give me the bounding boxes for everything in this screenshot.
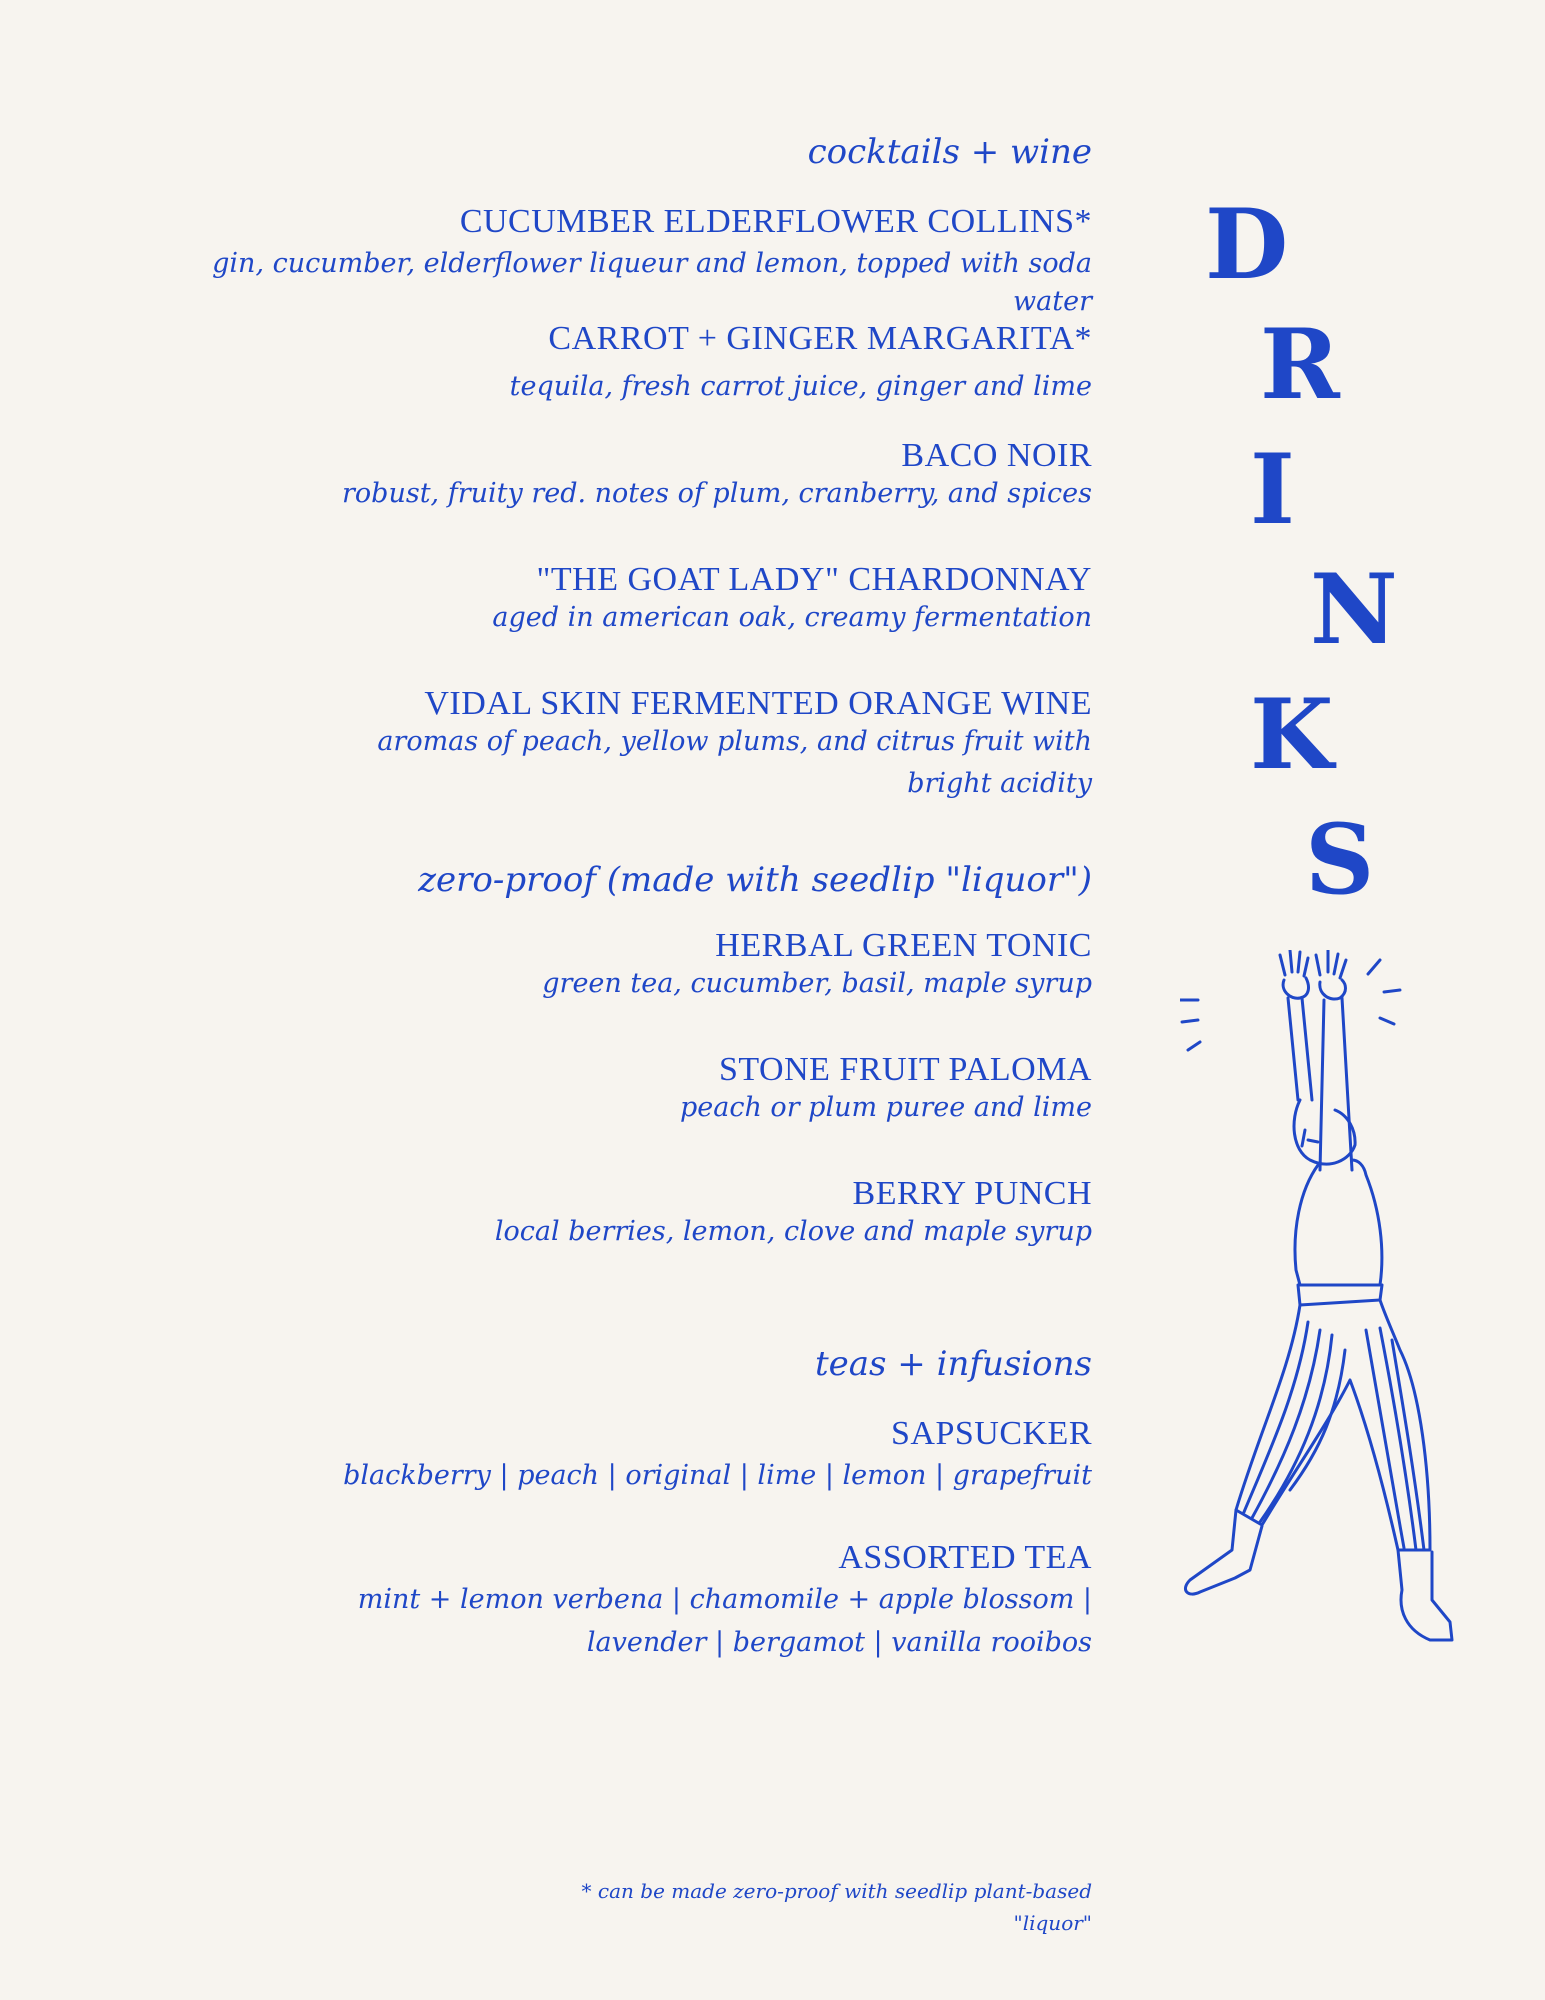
item-description: blackberry | peach | original | lime | lemon | grapefruit: [343, 1460, 1092, 1491]
menu-item: [140, 319, 1092, 408]
item-description: tequila, fresh carrot juice, ginger and lime: [509, 371, 1092, 402]
item-name: VIDAL SKIN FERMENTED ORANGE WINE: [424, 685, 1092, 722]
drinks-menu: [140, 130, 1092, 1664]
item-description: water: [1013, 286, 1092, 317]
menu-item: [140, 1538, 1092, 1664]
section-title-cocktails: cocktails + wine: [807, 132, 1092, 172]
footnote: [440, 1875, 1092, 1939]
menu-item: [140, 1174, 1092, 1250]
item-name: "THE GOAT LADY" CHARDONNAY: [536, 561, 1092, 598]
drinks-letter-i: I: [1250, 433, 1295, 546]
menu-item: [140, 684, 1092, 808]
footnote-line: * can be made zero-proof with seedlip plant-based: [581, 1879, 1092, 1903]
item-name: STONE FRUIT PALOMA: [718, 1051, 1092, 1088]
menu-item: [140, 436, 1092, 512]
menu-item: [140, 1050, 1092, 1126]
item-name: SAPSUCKER: [890, 1415, 1092, 1452]
drinks-letter-k: K: [1250, 678, 1334, 791]
drinks-letter-n: N: [1310, 553, 1398, 666]
item-description: gin, cucumber, elderflower liqueur and lemon, topped with soda: [212, 248, 1092, 279]
section-title-zero-proof: zero-proof (made with seedlip "liquor"): [418, 860, 1092, 900]
item-description: aromas of peach, yellow plums, and citrus fruit with: [377, 726, 1092, 757]
menu-item: [140, 1414, 1092, 1498]
drinks-letter-r: R: [1260, 308, 1340, 421]
item-description: peach or plum puree and lime: [679, 1092, 1092, 1123]
item-description: local berries, lemon, clove and maple syrup: [494, 1216, 1092, 1247]
dancing-figure-illustration: [1180, 950, 1480, 1770]
item-name: BACO NOIR: [901, 437, 1092, 474]
drinks-letter-d: D: [1205, 188, 1289, 301]
item-description: mint + lemon verbena | chamomile + apple blossom |: [357, 1584, 1092, 1615]
item-name: ASSORTED TEA: [838, 1539, 1092, 1576]
item-name: CUCUMBER ELDERFLOWER COLLINS*: [459, 203, 1092, 240]
item-description: lavender | bergamot | vanilla rooibos: [586, 1627, 1092, 1658]
item-description: aged in american oak, creamy fermentation: [492, 602, 1092, 633]
item-description: robust, fruity red. notes of plum, cranberry, and spices: [342, 478, 1092, 509]
drinks-letter-s: S: [1305, 803, 1375, 916]
footnote-line: "liquor": [1013, 1911, 1092, 1935]
item-description: green tea, cucumber, basil, maple syrup: [542, 968, 1092, 999]
section-title-teas: teas + infusions: [815, 1344, 1092, 1384]
menu-item: [140, 926, 1092, 1002]
item-name: CARROT + GINGER MARGARITA*: [548, 320, 1092, 357]
menu-item: [140, 560, 1092, 636]
item-name: HERBAL GREEN TONIC: [715, 927, 1092, 964]
item-description: bright acidity: [907, 768, 1092, 799]
menu-item: [140, 202, 1092, 319]
item-name: BERRY PUNCH: [852, 1175, 1092, 1212]
